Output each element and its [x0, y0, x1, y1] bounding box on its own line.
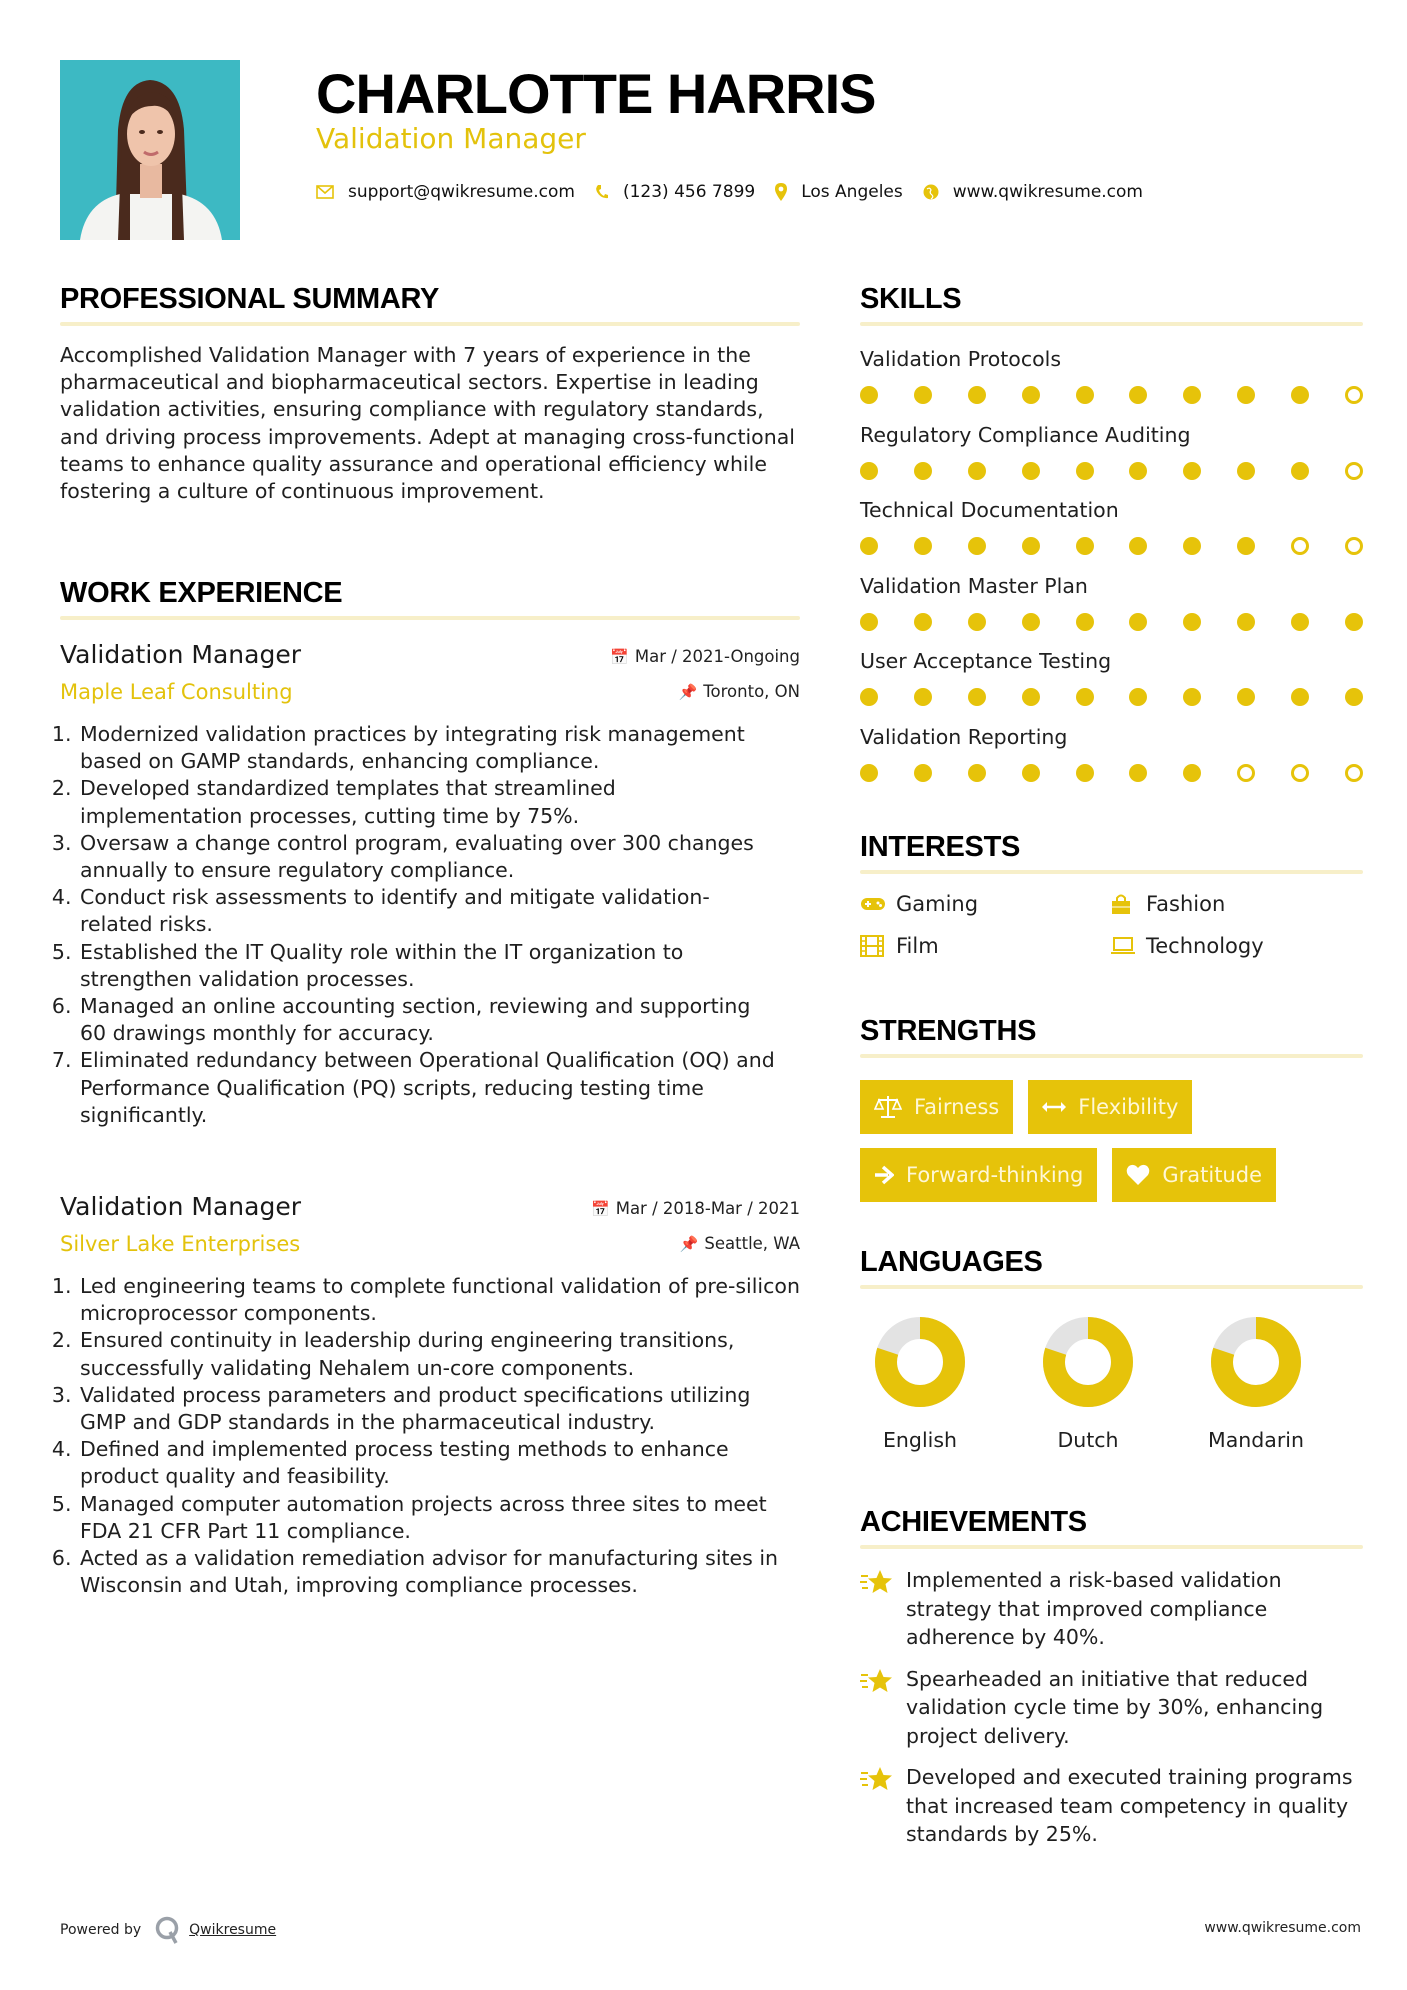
rating-dot-filled	[1022, 386, 1040, 404]
section-divider	[60, 616, 800, 620]
gamepad-icon	[860, 896, 896, 912]
rating-dot-filled	[1076, 462, 1094, 480]
job-company: Silver Lake Enterprises	[60, 1232, 301, 1256]
list-item: 3. Oversaw a change control program, evaluating over 300 changes annually to ensure regulatory compliance.	[78, 830, 780, 884]
arrow-right-icon	[874, 1165, 894, 1185]
skill-item	[860, 724, 1363, 800]
job-dates-text: Mar / 2021-Ongoing	[634, 647, 800, 666]
skill-name: Validation Reporting	[860, 724, 1068, 749]
laptop-icon	[1110, 937, 1146, 955]
job-title: Validation Manager	[60, 640, 301, 669]
rating-dot-filled	[1183, 386, 1201, 404]
language-label: Mandarin	[1208, 1428, 1304, 1452]
candidate-name: CHARLOTTE HARRIS	[316, 62, 876, 125]
section-divider	[860, 1545, 1363, 1549]
interest-fashion	[1110, 892, 1360, 916]
list-item: 4. Conduct risk assessments to identify and mitigate validation-related risks.	[78, 884, 780, 938]
rating-dot-filled	[1183, 688, 1201, 706]
candidate-title: Validation Manager	[316, 122, 586, 155]
section-divider	[60, 322, 800, 326]
rating-dot-filled	[1183, 462, 1201, 480]
achievement-item	[860, 1763, 1363, 1849]
list-item: 2. Ensured continuity in leadership during engineering transitions, successfully validating Nehalem un-core components.	[78, 1327, 800, 1381]
rating-dot-filled	[1237, 537, 1255, 555]
strength-label: Flexibility	[1078, 1095, 1179, 1119]
list-item: 1. Modernized validation practices by integrating risk management based on GAMP standards, enhancing compliance.	[78, 721, 780, 775]
interest-technology	[1110, 934, 1360, 958]
skill-name: User Acceptance Testing	[860, 649, 1112, 673]
rating-dot-filled	[914, 386, 932, 404]
interest-label: Technology	[1146, 934, 1264, 958]
language-donut-icon	[872, 1314, 968, 1410]
job-company: Maple Leaf Consulting	[60, 680, 293, 704]
film-icon	[860, 935, 896, 957]
list-item: 6. Acted as a validation remediation advisor for manufacturing sites in Wisconsin and Utah, improving compliance processes.	[78, 1545, 800, 1599]
heart-icon	[1126, 1164, 1150, 1186]
skill-rating	[860, 537, 1363, 555]
rating-dot-filled	[860, 537, 878, 555]
rating-dot-empty	[1345, 462, 1363, 480]
rating-dot-filled	[860, 613, 878, 631]
rating-dot-filled	[914, 613, 932, 631]
rating-dot-filled	[1129, 688, 1147, 706]
achievement-text: Implemented a risk-based validation strategy that improved compliance adherence by 40%.	[906, 1568, 1282, 1649]
summary-text: Accomplished Validation Manager with 7 years of experience in the pharmaceutical and biopharmaceutical sectors. Expertise in leading validation activities, ensuring compliance with regulatory standards, and driving process improvements. Adept at managing cross-functional teams to enhance quality assurance and operational efficiency while fostering a culture of continuous improvement.	[60, 343, 795, 504]
list-item: 6. Managed an online accounting section, reviewing and supporting 60 drawings monthly for accuracy.	[78, 993, 780, 1047]
strength-chip-forward-thinking	[860, 1148, 1097, 1202]
achievements-list	[860, 1566, 1363, 1849]
map-pin-icon	[775, 183, 787, 201]
languages-heading: LANGUAGES	[860, 1246, 1043, 1278]
rating-dot-filled	[1076, 537, 1094, 555]
profile-photo	[60, 60, 240, 240]
skill-rating	[860, 462, 1363, 480]
skills-heading: SKILLS	[860, 283, 962, 315]
phone-icon	[595, 184, 609, 200]
job-title: Validation Manager	[60, 1192, 301, 1221]
envelope-icon	[316, 185, 334, 199]
job-location	[610, 681, 800, 703]
rating-dot-filled	[968, 462, 986, 480]
interest-label: Film	[896, 934, 939, 958]
rating-dot-filled	[1183, 537, 1201, 555]
rating-dot-filled	[1291, 386, 1309, 404]
rating-dot-filled	[1237, 613, 1255, 631]
job-dates-text: Mar / 2018-Mar / 2021	[615, 1199, 800, 1218]
skill-name: Technical Documentation	[860, 498, 1119, 522]
section-divider	[860, 1285, 1363, 1289]
rating-dot-filled	[1291, 462, 1309, 480]
skill-rating	[860, 764, 1363, 782]
skill-item	[860, 573, 1363, 649]
experience-heading: WORK EXPERIENCE	[60, 577, 343, 609]
rating-dot-filled	[968, 386, 986, 404]
rating-dot-filled	[1345, 613, 1363, 631]
contact-website[interactable]: www.qwikresume.com	[952, 182, 1143, 202]
language-item	[865, 1314, 975, 1452]
rating-dot-filled	[968, 613, 986, 631]
rating-dot-empty	[1291, 764, 1309, 782]
section-divider	[860, 322, 1363, 326]
job-location-text: Seattle, WA	[704, 1234, 800, 1253]
rating-dot-filled	[1129, 613, 1147, 631]
interest-label: Gaming	[896, 892, 979, 916]
skill-item	[860, 648, 1363, 724]
job-bullets	[60, 1273, 800, 1599]
list-item: 5. Established the IT Quality role within the IT organization to strengthen validation processes.	[78, 939, 780, 993]
rating-dot-filled	[1076, 764, 1094, 782]
achievement-text: Developed and executed training programs that increased team competency in quality standards by 25%.	[906, 1765, 1353, 1846]
rating-dot-filled	[1345, 688, 1363, 706]
list-item: 1. Led engineering teams to complete functional validation of pre-silicon microprocessor components.	[78, 1273, 800, 1327]
contact-row	[316, 178, 1163, 206]
skill-name: Validation Protocols	[860, 347, 1062, 371]
pushpin-icon: 📌	[678, 683, 698, 701]
strength-label: Fairness	[914, 1095, 1000, 1119]
language-item	[1201, 1314, 1311, 1452]
skills-list	[860, 346, 1363, 799]
interest-label: Fashion	[1146, 892, 1226, 916]
rating-dot-filled	[1022, 537, 1040, 555]
rating-dot-empty	[1291, 537, 1309, 555]
list-item: 7. Eliminated redundancy between Operational Qualification (OQ) and Performance Qualification (PQ) scripts, reducing testing time significantly.	[78, 1047, 780, 1129]
achievement-item	[860, 1566, 1363, 1652]
interest-film	[860, 934, 1110, 958]
arrows-horizontal-icon	[1042, 1101, 1066, 1113]
footer-url[interactable]: www.qwikresume.com	[1204, 1920, 1361, 1936]
rating-dot-filled	[1237, 462, 1255, 480]
language-donut-icon	[1040, 1314, 1136, 1410]
summary-heading: PROFESSIONAL SUMMARY	[60, 283, 440, 315]
strength-chip-gratitude	[1112, 1148, 1276, 1202]
rating-dot-filled	[1291, 688, 1309, 706]
calendar-icon: 📅	[610, 648, 629, 666]
rating-dot-filled	[1022, 462, 1040, 480]
interest-gaming	[860, 892, 1110, 916]
strengths-heading: STRENGTHS	[860, 1015, 1037, 1047]
interests-heading: INTERESTS	[860, 831, 1021, 863]
contact-location: Los Angeles	[801, 182, 903, 202]
powered-by-label: Powered by	[60, 1922, 142, 1938]
rating-dot-filled	[968, 764, 986, 782]
rating-dot-filled	[1022, 613, 1040, 631]
skill-name: Validation Master Plan	[860, 573, 1088, 598]
list-item: 4. Defined and implemented process testing methods to enhance product quality and feasibility.	[78, 1436, 800, 1490]
rating-dot-filled	[914, 462, 932, 480]
rating-dot-filled	[914, 688, 932, 706]
rating-dot-filled	[1129, 764, 1147, 782]
strength-chip-flexibility	[1028, 1080, 1192, 1134]
rating-dot-filled	[860, 462, 878, 480]
section-divider	[860, 1054, 1363, 1058]
skill-item	[860, 497, 1363, 573]
interests-grid	[860, 892, 1363, 958]
rating-dot-filled	[1237, 386, 1255, 404]
calendar-icon: 📅	[591, 1200, 610, 1218]
rating-dot-filled	[1237, 688, 1255, 706]
rating-dot-filled	[1183, 613, 1201, 631]
rating-dot-empty	[1345, 537, 1363, 555]
skill-rating	[860, 613, 1363, 631]
list-item: 3. Validated process parameters and product specifications utilizing GMP and GDP standards in the pharmaceutical industry.	[78, 1382, 800, 1436]
balance-scale-icon	[874, 1094, 902, 1120]
job-dates	[610, 646, 800, 668]
contact-email[interactable]: support@qwikresume.com	[348, 182, 575, 202]
rating-dot-empty	[1345, 764, 1363, 782]
star-icon	[860, 1763, 906, 1849]
profile-photo-icon	[60, 60, 240, 240]
globe-icon	[923, 184, 939, 200]
strength-chip-fairness	[860, 1080, 1013, 1134]
rating-dot-filled	[1129, 462, 1147, 480]
list-item: 5. Managed computer automation projects across three sites to meet FDA 21 CFR Part 11 compliance.	[78, 1491, 800, 1545]
skill-item	[860, 422, 1363, 498]
rating-dot-filled	[1183, 764, 1201, 782]
job-location-text: Toronto, ON	[703, 682, 800, 701]
job-entry	[60, 1192, 800, 1599]
strength-label: Gratitude	[1162, 1163, 1262, 1187]
pushpin-icon: 📌	[679, 1235, 699, 1253]
job-dates	[591, 1198, 800, 1220]
rating-dot-filled	[1291, 613, 1309, 631]
language-item	[1033, 1314, 1143, 1452]
shopping-bag-icon	[1110, 893, 1146, 915]
rating-dot-filled	[860, 688, 878, 706]
rating-dot-filled	[914, 537, 932, 555]
rating-dot-filled	[860, 386, 878, 404]
achievements-heading: ACHIEVEMENTS	[860, 1506, 1087, 1538]
footer-powered-by	[60, 1916, 276, 1944]
skill-rating	[860, 386, 1363, 404]
language-label: Dutch	[1057, 1428, 1119, 1452]
star-icon	[860, 1665, 906, 1751]
achievement-item	[860, 1665, 1363, 1751]
job-entry	[60, 640, 800, 1129]
list-item: 2. Developed standardized templates that streamlined implementation processes, cutting time by 75%.	[78, 775, 780, 829]
strength-label: Forward-thinking	[906, 1163, 1084, 1187]
rating-dot-filled	[968, 537, 986, 555]
skill-rating	[860, 688, 1363, 706]
rating-dot-filled	[1129, 386, 1147, 404]
skill-name: Regulatory Compliance Auditing	[860, 422, 1191, 447]
languages-list	[865, 1314, 1311, 1452]
rating-dot-filled	[1076, 386, 1094, 404]
qwikresume-link[interactable]: Qwikresume	[189, 1922, 277, 1938]
star-icon	[860, 1566, 906, 1652]
contact-phone[interactable]: (123) 456 7899	[622, 182, 756, 202]
rating-dot-filled	[1076, 613, 1094, 631]
rating-dot-filled	[860, 764, 878, 782]
achievement-text: Spearheaded an initiative that reduced validation cycle time by 30%, enhancing project delivery.	[906, 1666, 1324, 1748]
rating-dot-filled	[1076, 688, 1094, 706]
strengths-chips	[860, 1080, 1363, 1202]
qwikresume-logo-icon	[155, 1916, 181, 1944]
language-label: English	[882, 1428, 958, 1452]
rating-dot-empty	[1345, 386, 1363, 404]
rating-dot-filled	[1022, 764, 1040, 782]
rating-dot-filled	[968, 688, 986, 706]
section-divider	[860, 870, 1363, 874]
rating-dot-filled	[1129, 537, 1147, 555]
job-bullets	[60, 721, 780, 1129]
rating-dot-filled	[1022, 688, 1040, 706]
rating-dot-filled	[914, 764, 932, 782]
job-location	[591, 1233, 800, 1255]
skill-item	[860, 346, 1363, 422]
rating-dot-empty	[1237, 764, 1255, 782]
language-donut-icon	[1208, 1314, 1304, 1410]
